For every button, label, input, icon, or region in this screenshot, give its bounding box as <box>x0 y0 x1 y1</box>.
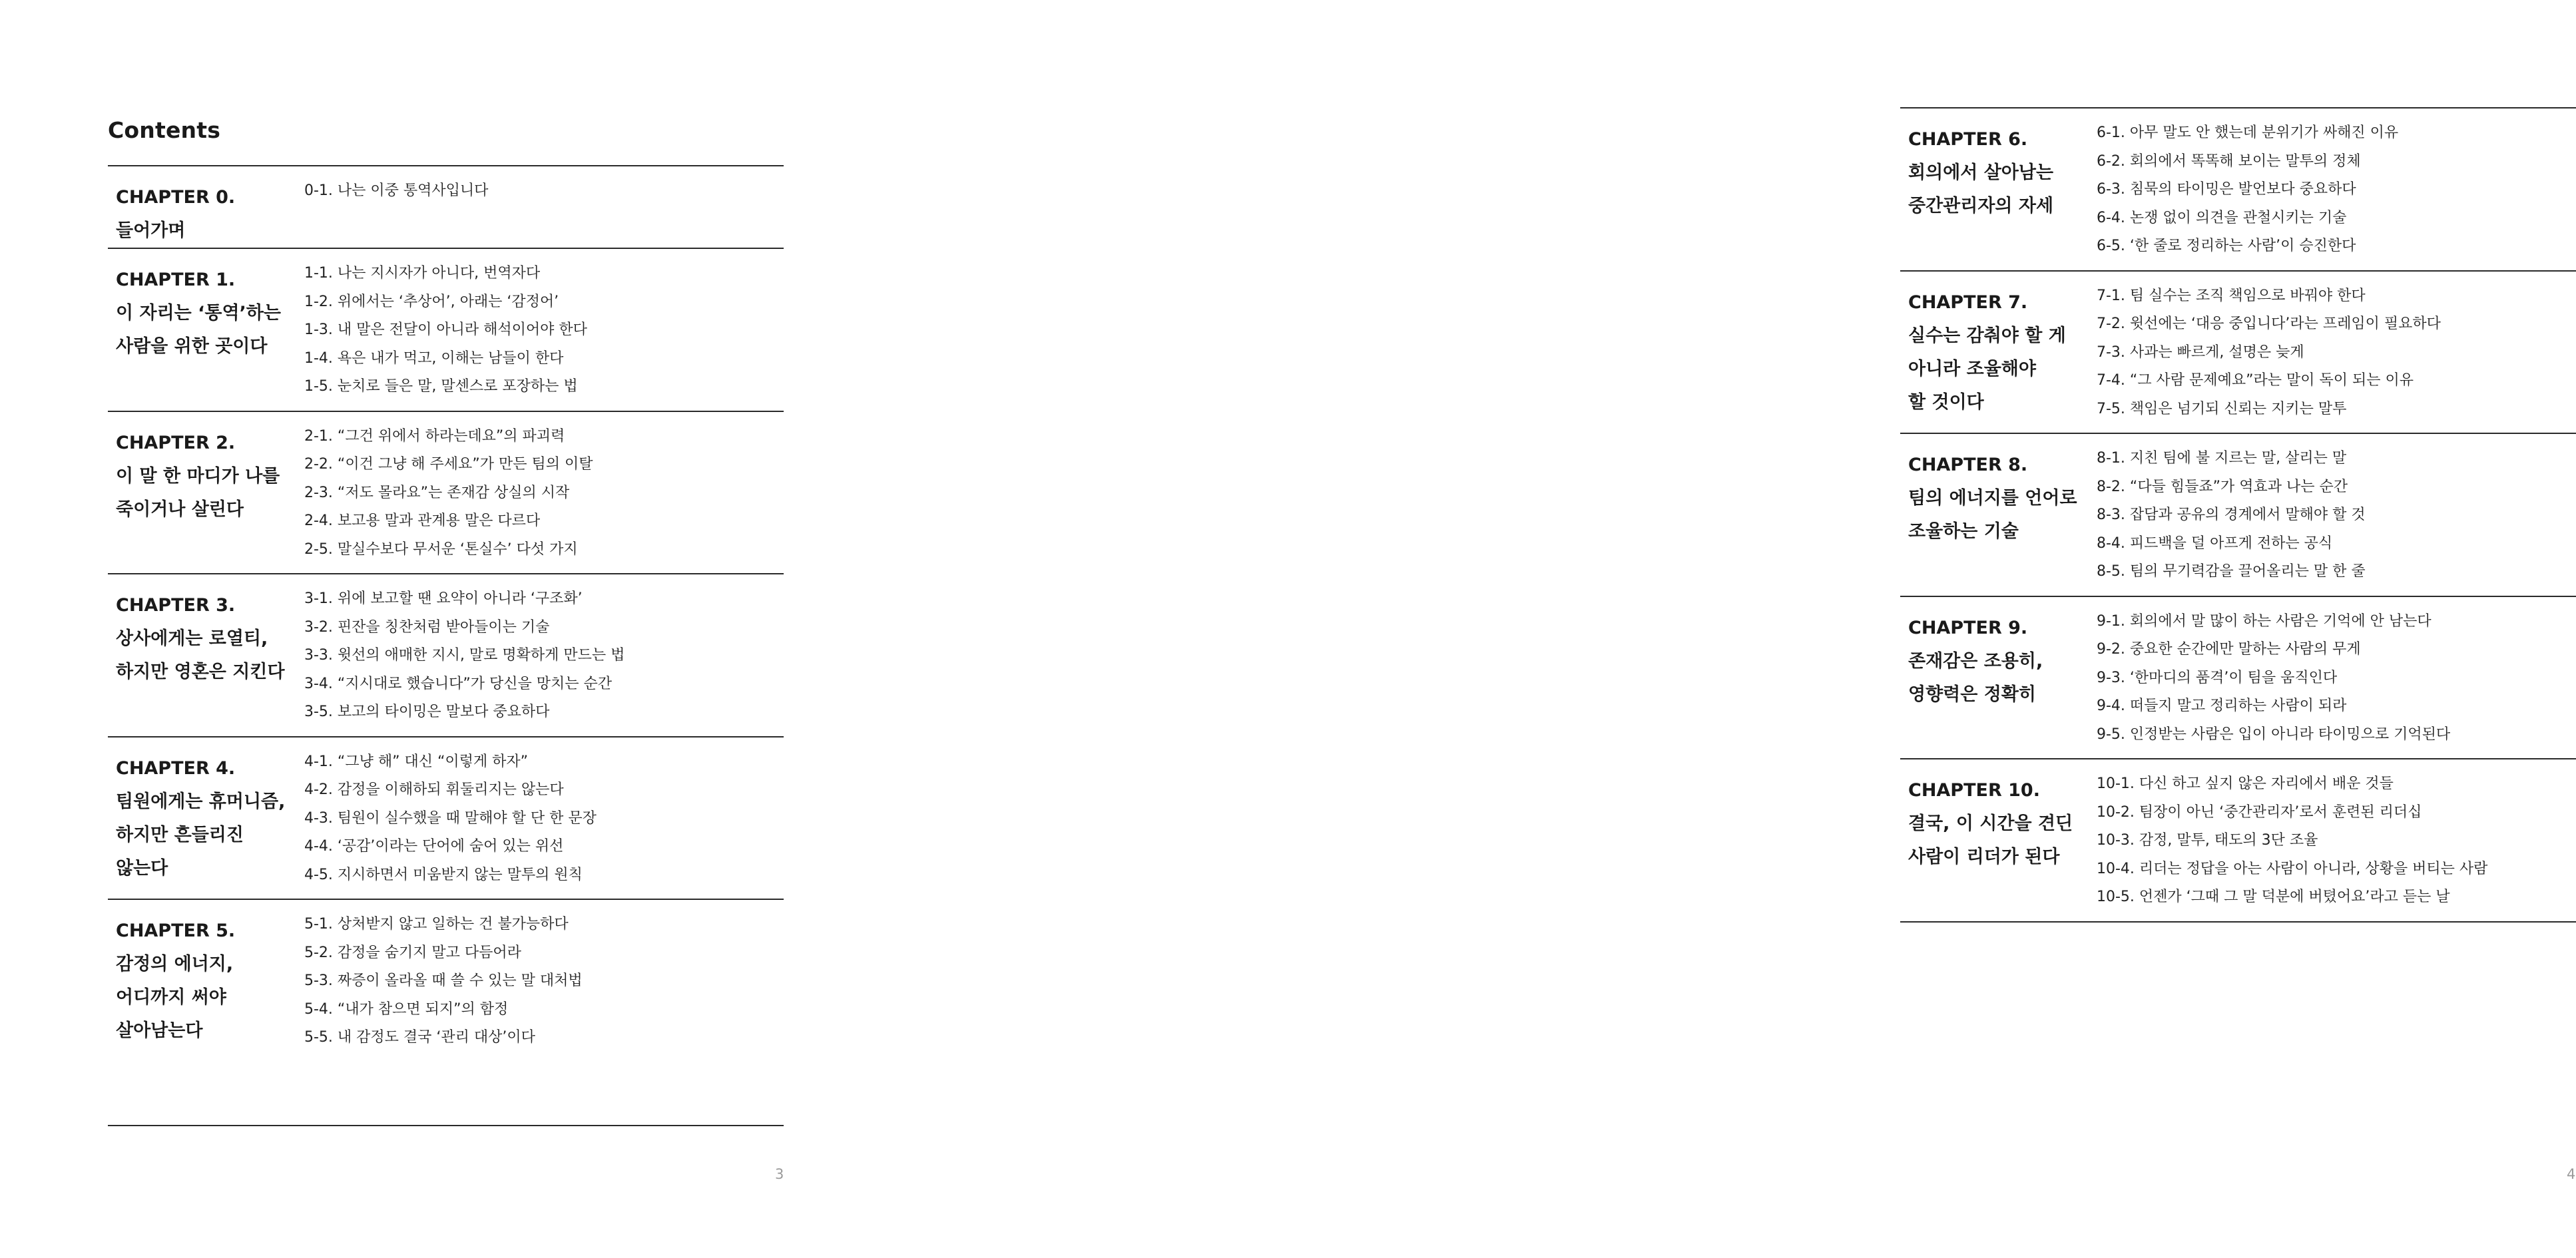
section-item[interactable]: 1-1. 나는 지시자가 아니다, 번역자다 <box>304 265 541 282</box>
section-list <box>304 574 784 736</box>
chapter-title: 감정의 에너지, 어디까지 써야 살아남는다 <box>116 954 234 1041</box>
chapter-number: CHAPTER 5. <box>116 921 236 941</box>
section-item[interactable]: 7-2. 윗선에는 ‘대응 중입니다’라는 프레임이 필요하다 <box>2097 315 2441 332</box>
section-item[interactable]: 3-4. “지시대로 했습니다”가 당신을 망치는 순간 <box>304 675 612 692</box>
bottom-rule <box>108 1125 784 1126</box>
chapter-title: 결국, 이 시간을 견딘 사람이 리더가 된다 <box>1908 813 2073 867</box>
section-list <box>304 900 784 1062</box>
chapter-number: CHAPTER 8. <box>1908 455 2028 475</box>
chapter-title: 실수는 감춰야 할 게 아니라 조율해야 할 것이다 <box>1908 325 2066 413</box>
section-list <box>304 412 784 574</box>
chapter-header <box>108 166 304 248</box>
chapter-header <box>108 737 304 899</box>
left-page <box>0 0 893 1258</box>
section-list <box>2097 272 2576 433</box>
section-item[interactable]: 1-3. 내 말은 전달이 아니라 해석이어야 한다 <box>304 321 587 338</box>
section-item[interactable]: 4-3. 팀원이 실수했을 때 말해야 할 단 한 문장 <box>304 809 597 827</box>
page-number: 3 <box>775 1166 784 1182</box>
right-page <box>893 0 2576 1258</box>
section-item[interactable]: 5-3. 짜증이 올라올 때 쓸 수 있는 말 대처법 <box>304 972 583 989</box>
chapter-header <box>1900 108 2097 270</box>
section-item[interactable]: 8-3. 잡담과 공유의 경계에서 말해야 할 것 <box>2097 507 2366 523</box>
section-item[interactable]: 7-3. 사과는 빠르게, 설명은 늦게 <box>2097 343 2304 361</box>
section-item[interactable]: 4-5. 지시하면서 미움받지 않는 말투의 원칙 <box>304 866 583 883</box>
chapter-number: CHAPTER 0. <box>116 187 236 208</box>
chapter-6 <box>1900 108 2576 272</box>
chapter-header <box>1900 272 2097 433</box>
chapter-header <box>108 412 304 574</box>
chapter-title: 이 말 한 마디가 나를 죽이거나 살린다 <box>116 465 280 520</box>
section-list <box>304 737 784 899</box>
section-item[interactable]: 6-4. 논쟁 없이 의견을 관철시키는 기술 <box>2097 209 2347 226</box>
chapter-title: 들어가며 <box>116 220 186 241</box>
section-list <box>2097 108 2576 270</box>
section-item[interactable]: 6-5. ‘한 줄로 정리하는 사람’이 승진한다 <box>2097 238 2356 254</box>
chapter-title: 회의에서 살아남는 중간관리자의 자세 <box>1908 162 2054 216</box>
section-item[interactable]: 6-2. 회의에서 똑똑해 보이는 말투의 정체 <box>2097 152 2361 170</box>
chapter-7 <box>1900 272 2576 435</box>
chapter-number: CHAPTER 10. <box>1908 780 2040 801</box>
section-item[interactable]: 2-1. “그건 위에서 하라는데요”의 파괴력 <box>304 427 565 445</box>
section-item[interactable]: 5-1. 상처받지 않고 일하는 건 불가능하다 <box>304 916 569 933</box>
section-item[interactable]: 8-2. “다들 힘들죠”가 역효과 나는 순간 <box>2097 478 2348 495</box>
section-item[interactable]: 7-1. 팀 실수는 조직 책임으로 바꿔야 한다 <box>2097 287 2366 304</box>
section-item[interactable]: 9-3. ‘한마디의 품격’이 팀을 움직인다 <box>2097 669 2338 686</box>
section-item[interactable]: 10-5. 언젠가 ‘그때 그 말 덕분에 버텼어요’라고 듣는 날 <box>2097 889 2450 905</box>
section-item[interactable]: 5-2. 감정을 숨기지 말고 다듬어라 <box>304 944 521 961</box>
section-item[interactable]: 7-5. 책임은 넘기되 신뢰는 지키는 말투 <box>2097 400 2347 417</box>
section-item[interactable]: 3-2. 핀잔을 칭찬처럼 받아들이는 기술 <box>304 618 550 636</box>
contents-heading: Contents <box>108 117 221 143</box>
chapter-number: CHAPTER 9. <box>1908 617 2028 638</box>
section-item[interactable]: 10-3. 감정, 말투, 태도의 3단 조율 <box>2097 832 2318 849</box>
section-item[interactable]: 2-5. 말실수보다 무서운 ‘톤실수’ 다섯 가지 <box>304 540 578 558</box>
section-item[interactable]: 9-4. 떠들지 말고 정리하는 사람이 되라 <box>2097 698 2347 714</box>
section-item[interactable]: 3-1. 위에 보고할 땐 요약이 아니라 ‘구조화’ <box>304 590 583 607</box>
chapter-header <box>1900 434 2097 596</box>
chapter-title: 상사에게는 로열티, 하지만 영혼은 지킨다 <box>116 628 285 682</box>
section-item[interactable]: 10-4. 리더는 정답을 아는 사람이 아니라, 상황을 버티는 사람 <box>2097 860 2488 877</box>
page-number: 4 <box>2567 1166 2576 1182</box>
chapter-title: 이 자리는 ‘통역’하는 사람을 위한 곳이다 <box>116 303 281 357</box>
chapter-3 <box>108 574 784 737</box>
section-item[interactable]: 0-1. 나는 이중 통역사입니다 <box>304 182 489 199</box>
chapter-5 <box>108 900 784 1062</box>
chapter-0 <box>108 166 784 249</box>
section-list <box>2097 597 2576 759</box>
chapter-8 <box>1900 434 2576 597</box>
section-list <box>304 249 784 411</box>
chapter-9 <box>1900 597 2576 760</box>
section-item[interactable]: 9-2. 중요한 순간에만 말하는 사람의 무게 <box>2097 641 2361 658</box>
chapter-number: CHAPTER 4. <box>116 757 236 779</box>
chapter-4 <box>108 737 784 901</box>
section-item[interactable]: 6-1. 아무 말도 안 했는데 분위기가 싸해진 이유 <box>2097 124 2399 141</box>
section-item[interactable]: 5-5. 내 감정도 결국 ‘관리 대상’이다 <box>304 1029 535 1046</box>
section-item[interactable]: 9-1. 회의에서 말 많이 하는 사람은 기억에 안 남는다 <box>2097 612 2432 630</box>
section-item[interactable]: 2-3. “저도 몰라요”는 존재감 상실의 시작 <box>304 484 570 501</box>
section-item[interactable]: 10-2. 팀장이 아닌 ‘중간관리자’로서 훈련된 리더십 <box>2097 803 2422 821</box>
section-item[interactable]: 1-4. 욕은 내가 먹고, 이해는 남들이 한다 <box>304 349 564 367</box>
section-list <box>2097 434 2576 596</box>
section-list <box>2097 759 2576 921</box>
section-item[interactable]: 1-5. 눈치로 들은 말, 말센스로 포장하는 법 <box>304 378 578 395</box>
chapter-title: 팀원에게는 휴머니즘, 하지만 흔들리진 않는다 <box>116 791 286 879</box>
chapter-number: CHAPTER 7. <box>1908 292 2028 313</box>
chapter-header <box>1900 597 2097 759</box>
section-item[interactable]: 8-1. 지친 팀에 불 지르는 말, 살리는 말 <box>2097 450 2347 467</box>
chapter-header <box>1900 759 2097 921</box>
section-item[interactable]: 6-3. 침묵의 타이밍은 발언보다 중요하다 <box>2097 181 2356 198</box>
section-list <box>304 166 784 248</box>
chapter-title: 팀의 에너지를 언어로 조율하는 기술 <box>1908 488 2077 542</box>
chapter-number: CHAPTER 6. <box>1908 129 2028 150</box>
section-item[interactable]: 1-2. 위에서는 ‘추상어’, 아래는 ‘감정어’ <box>304 293 559 310</box>
section-item[interactable]: 8-5. 팀의 무기력감을 끌어올리는 말 한 줄 <box>2097 563 2366 580</box>
chapter-header <box>108 900 304 1062</box>
chapter-title: 존재감은 조용히, 영향력은 정확히 <box>1908 650 2043 705</box>
toc-left <box>108 165 784 1062</box>
chapter-header <box>108 249 304 411</box>
section-item[interactable]: 8-4. 피드백을 덜 아프게 전하는 공식 <box>2097 534 2333 552</box>
section-item[interactable]: 5-4. “내가 참으면 되지”의 함정 <box>304 1000 509 1018</box>
section-item[interactable]: 2-2. “이건 그냥 해 주세요”가 만든 팀의 이탈 <box>304 456 593 473</box>
section-item[interactable]: 2-4. 보고용 말과 관계용 말은 다르다 <box>304 513 541 529</box>
section-item[interactable]: 7-4. “그 사람 문제예요”라는 말이 독이 되는 이유 <box>2097 372 2414 389</box>
chapter-number: CHAPTER 1. <box>116 270 236 290</box>
section-item[interactable]: 9-5. 인정받는 사람은 입이 아니라 타이밍으로 기억된다 <box>2097 726 2451 743</box>
chapter-header <box>108 574 304 736</box>
chapter-number: CHAPTER 3. <box>116 595 236 616</box>
chapter-10 <box>1900 759 2576 923</box>
chapter-2 <box>108 412 784 575</box>
section-item[interactable]: 3-5. 보고의 타이밍은 말보다 중요하다 <box>304 704 550 720</box>
section-item[interactable]: 3-3. 윗선의 애매한 지시, 말로 명확하게 만드는 법 <box>304 647 625 664</box>
chapter-number: CHAPTER 2. <box>116 432 236 453</box>
section-item[interactable]: 10-1. 다신 하고 싶지 않은 자리에서 배운 것들 <box>2097 775 2394 792</box>
section-item[interactable]: 4-2. 감정을 이해하되 휘둘리지는 않는다 <box>304 781 564 798</box>
section-item[interactable]: 4-1. “그냥 해” 대신 “이렇게 하자” <box>304 753 529 770</box>
chapter-1 <box>108 249 784 412</box>
toc-right <box>1900 107 2576 923</box>
section-item[interactable]: 4-4. ‘공감’이라는 단어에 숨어 있는 위선 <box>304 838 564 855</box>
